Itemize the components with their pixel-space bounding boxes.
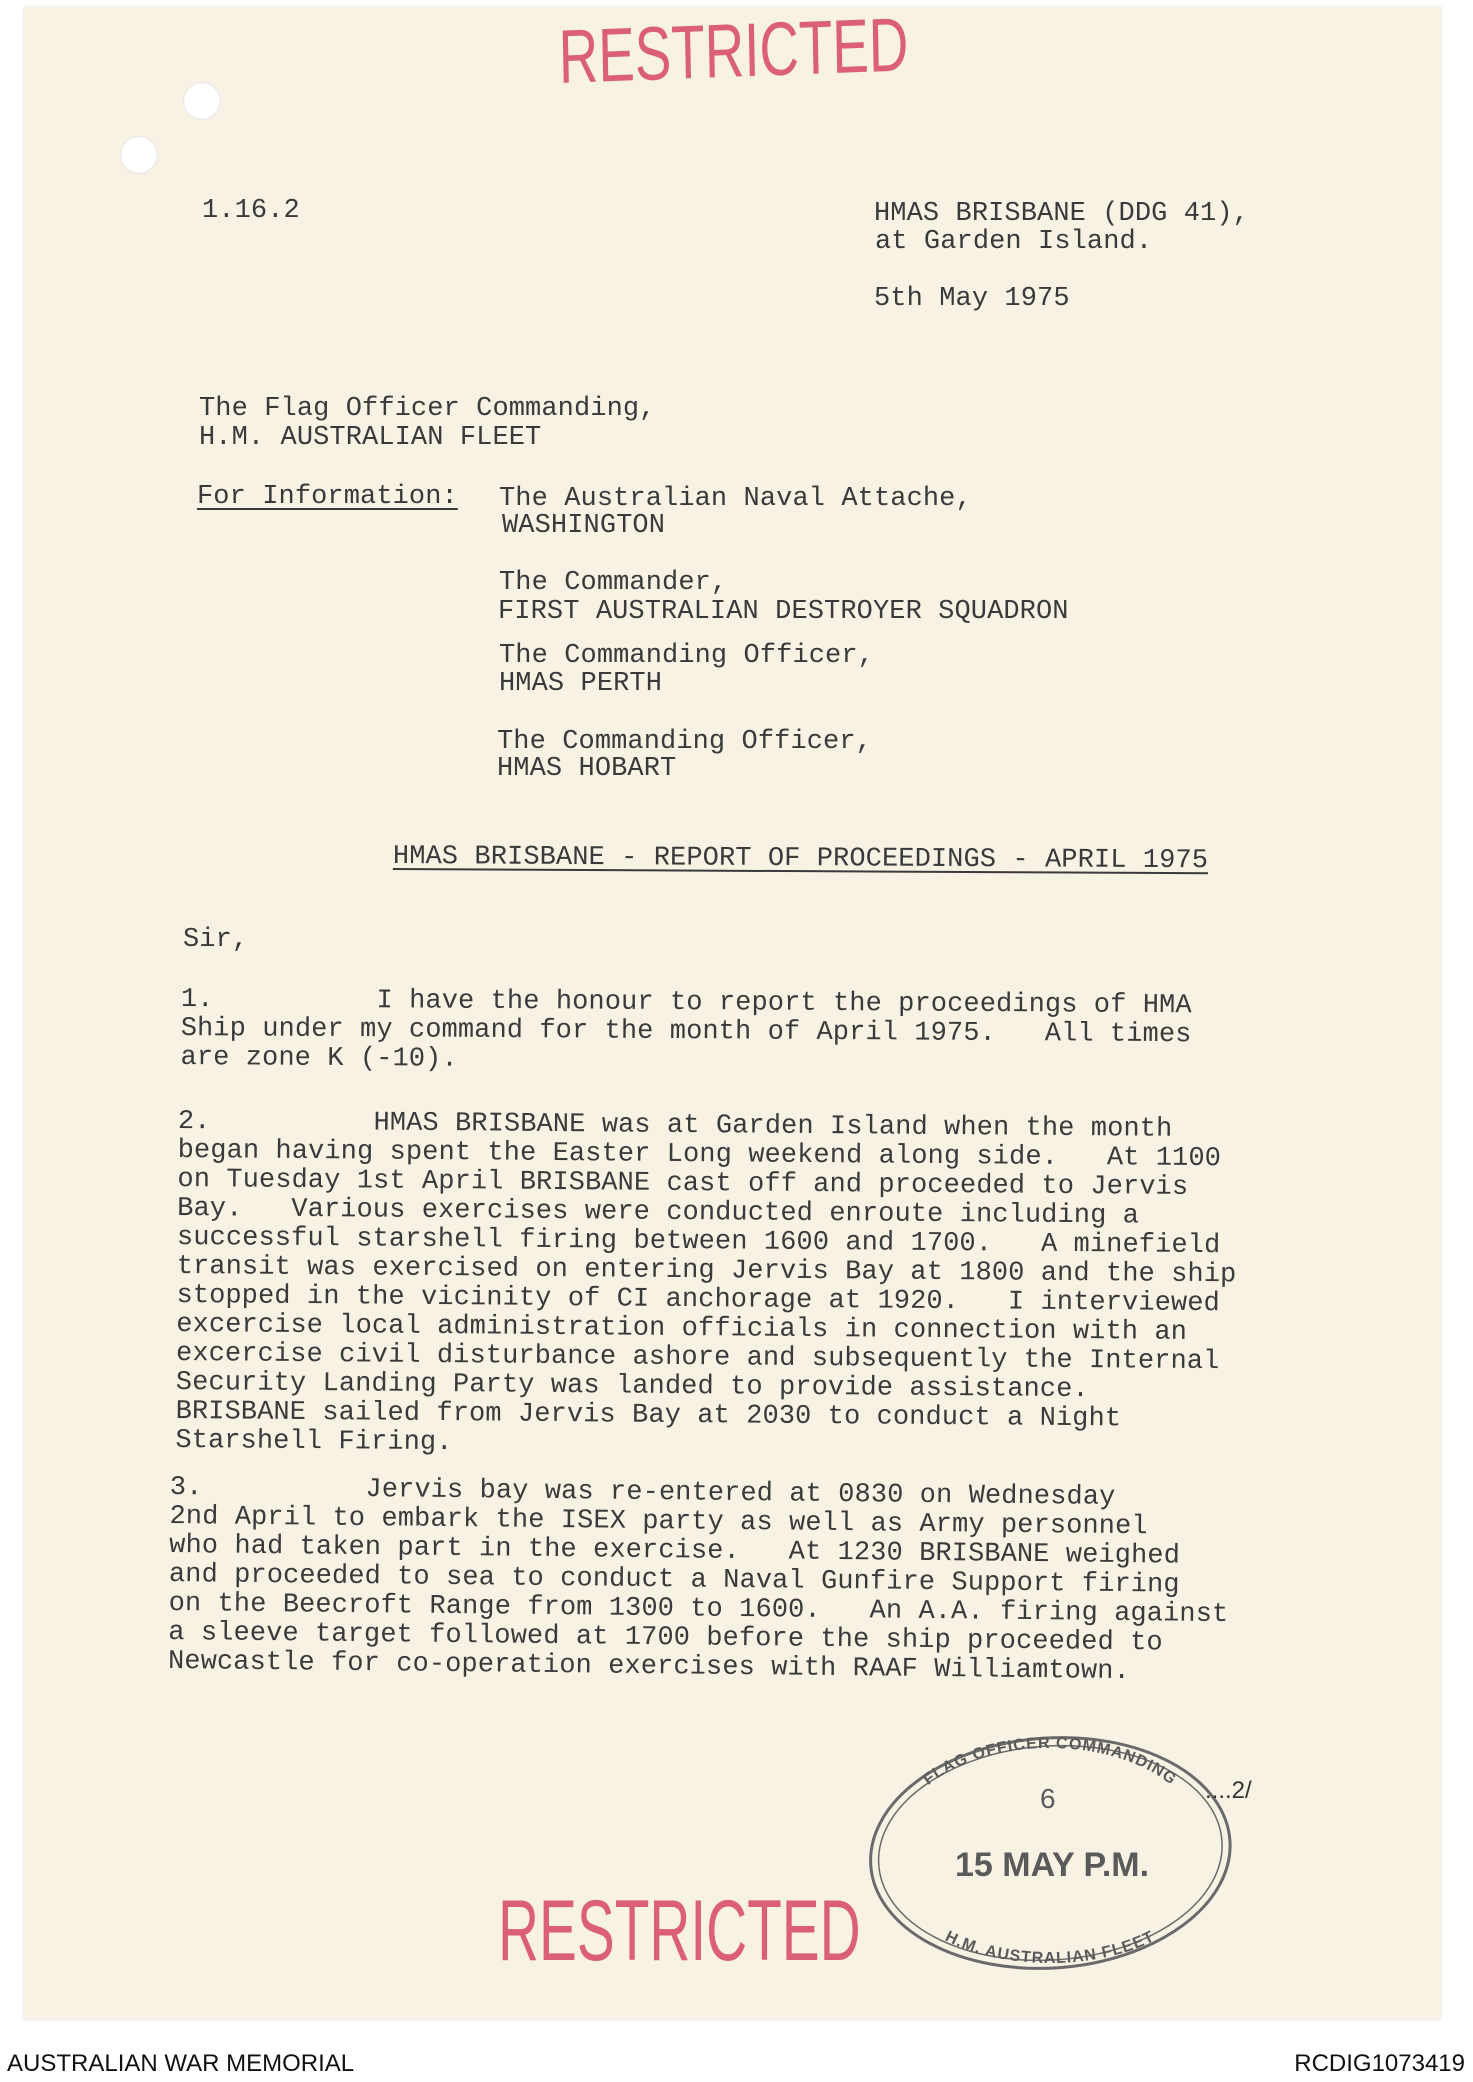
paragraph-line: are zone K (-10). (180, 1042, 458, 1075)
addressee-line-2: H.M. AUSTRALIAN FLEET (199, 423, 542, 453)
punch-hole (183, 82, 221, 120)
for-information-label: For Information: (197, 482, 458, 512)
paragraph-line: Ship under my command for the month of April 1975. All times (180, 1013, 1192, 1051)
paragraph-line: on Tuesday 1st April BRISBANE cast off and proceeded to Jervis (177, 1164, 1189, 1203)
paragraph-line: who had taken part in the exercise. At 1230 BRISBANE weighed (169, 1530, 1181, 1572)
recipient-line: HMAS PERTH (499, 669, 663, 699)
paragraph-line: successful starshell firing between 1600 and 1700. A minefield (176, 1222, 1221, 1262)
subject-heading: HMAS BRISBANE - REPORT OF PROCEEDINGS - APRIL 1975 (392, 842, 1209, 877)
recipient-line: The Commander, (499, 568, 728, 598)
recipient-line: The Commanding Officer, (499, 641, 874, 671)
stamp-date: 15 MAY P.M. (955, 1846, 1150, 1884)
paragraph-line: 1. I have the honour to report the proceedings of HMA (180, 985, 1192, 1022)
paragraph-line: on the Beecroft Range from 1300 to 1600. An A.A. firing against (168, 1588, 1229, 1631)
salutation: Sir, (183, 925, 249, 955)
restricted-stamp-top: RESTRICTED (558, 2, 910, 100)
paragraph-line: began having spent the Easter Long weekend along side. At 1100 (177, 1135, 1222, 1175)
paragraph-line: 2. HMAS BRISBANE was at Garden Island when the month (177, 1107, 1173, 1145)
restricted-stamp-bottom: RESTRICTED (498, 1883, 861, 1979)
letter-date: 5th May 1975 (874, 284, 1070, 314)
stamp-bottom-arc-text: H.M. AUSTRALIAN FLEET (942, 1928, 1158, 1968)
paragraph-line: Starshell Firing. (175, 1425, 453, 1459)
sender-line-1: HMAS BRISBANE (DDG 41), (874, 199, 1249, 229)
file-reference: 1.16.2 (202, 196, 300, 226)
recipient-line: WASHINGTON (502, 511, 666, 541)
sender-line-2: at Garden Island. (875, 227, 1153, 257)
paragraph-line: a sleeve target followed at 1700 before the ship proceeded to (168, 1617, 1163, 1659)
paragraph-2 (175, 1108, 1237, 1464)
stamp-number: 6 (1040, 1783, 1056, 1814)
paragraph-line: and proceeded to sea to conduct a Naval Gunfire Support firing (168, 1559, 1180, 1601)
paragraph-line: 3. Jervis bay was re-entered at 0830 on Wednesday (169, 1473, 1116, 1513)
received-date-stamp (860, 1718, 1300, 1978)
page-continuation: ....2/ (1205, 1777, 1252, 1804)
paragraph-line: BRISBANE sailed from Jervis Bay at 2030 to conduct a Night (175, 1396, 1122, 1435)
paragraph-line: Newcastle for co-operation exercises with RAAF Williamtown. (167, 1646, 1130, 1688)
recipient-line: FIRST AUSTRALIAN DESTROYER SQUADRON (498, 597, 1069, 627)
paragraph-line: transit was exercised on entering Jervis Bay at 1800 and the ship (176, 1251, 1237, 1291)
paragraph-line: Bay. Various exercises were conducted enroute including a (177, 1193, 1140, 1232)
paragraph-line: 2nd April to embark the ISEX party as well as Army personnel (169, 1501, 1148, 1543)
footer-record-id: RCDIG1073419 (1294, 2050, 1465, 2077)
paragraph-1 (180, 986, 1191, 1079)
stamp-top-arc-text: FLAG OFFICER COMMANDING (920, 1734, 1180, 1789)
paragraph-line: Security Landing Party was landed to provide assistance. (175, 1367, 1089, 1406)
paragraph-line: stopped in the vicinity of CI anchorage at 1920. I interviewed (176, 1280, 1220, 1320)
recipient-line: HMAS HOBART (497, 754, 677, 784)
addressee-line-1: The Flag Officer Commanding, (199, 394, 656, 424)
paragraph-line: excercise local administration officials in connection with an (176, 1309, 1188, 1348)
footer-institution: AUSTRALIAN WAR MEMORIAL (7, 2050, 355, 2077)
svg-text:FLAG OFFICER COMMANDING (920, 1735, 1179, 1789)
recipient-line: The Australian Naval Attache, (499, 484, 972, 514)
punch-hole (120, 136, 158, 174)
paragraph-3 (168, 1474, 1230, 1688)
recipient-line: The Commanding Officer, (497, 727, 872, 757)
paragraph-line: excercise civil disturbance ashore and subsequently the Internal (175, 1338, 1220, 1378)
